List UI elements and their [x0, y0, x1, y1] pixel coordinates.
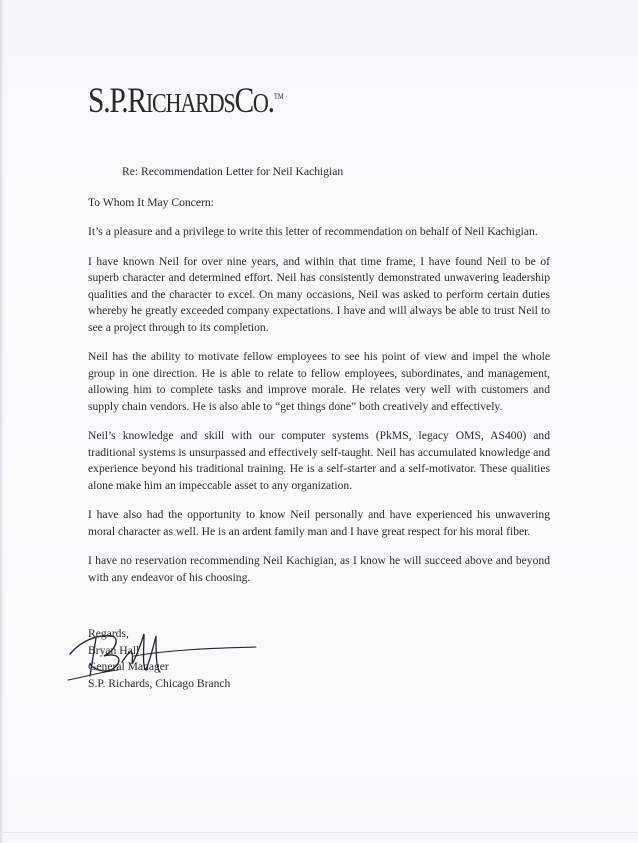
salutation: To Whom It May Concern:: [88, 195, 214, 209]
scan-edge-shadow: [0, 0, 4, 843]
paragraph-2: I have known Neil for over nine years, and within that time frame, I have found Neil to be of superb character and determined effort. Neil has consistently demonstrated unwavering leadership qualities and the character to excel. On many occasions, Neil was asked to perform certain duties whereby he greatly exceeded company expectations. I have and will always be able to trust Neil to see a project through to its completion.: [88, 254, 550, 334]
paragraph-3: Neil has the ability to motivate fellow employees to see his point of view and impel the whole group in one direction. He is able to relate to fellow employees, subordinates, and management, allowing him to complete tasks and improve morale. He relates very well with customers and supply chain vendors. He is also able to “get things done” both creatively and effectively.: [88, 350, 550, 413]
paragraph-5: I have also had the opportunity to know Neil personally and have experienced his unwavering moral character as well. He is an ardent family man and I have great respect for his moral fiber.: [88, 508, 550, 538]
paragraph-6: I have no reservation recommending Neil Kachigian, as I know he will succeed above and beyond with any endeavor of his choosing.: [88, 554, 550, 584]
paragraph-1: It’s a pleasure and a privilege to write this letter of recommendation on behalf of Neil Kachigian.: [88, 225, 538, 238]
signer-title: General Manager: [88, 660, 169, 673]
signer-branch: S.P. Richards, Chicago Branch: [88, 676, 231, 690]
closing-regards: Regards,: [88, 627, 129, 640]
subject-line: Re: Recommendation Letter for Neil Kachigian: [122, 165, 344, 178]
paragraph-4: Neil’s knowledge and skill with our computer systems (PkMS, legacy OMS, AS400) and traditional systems is unsurpassed and effectively self-taught. Neil has accumulated knowledge and experience beyond his traditional training. He is a self-starter and a self-motivator. These qualities alone make him an impeccable asset to any organization.: [88, 429, 550, 492]
scan-bottom-edge: [0, 832, 638, 833]
letter-body: [88, 164, 550, 599]
handwritten-signature: [60, 620, 260, 684]
signer-name: Bryan Hall: [88, 643, 140, 657]
company-logo: S.P.RICHARDSCO.™: [88, 80, 284, 120]
